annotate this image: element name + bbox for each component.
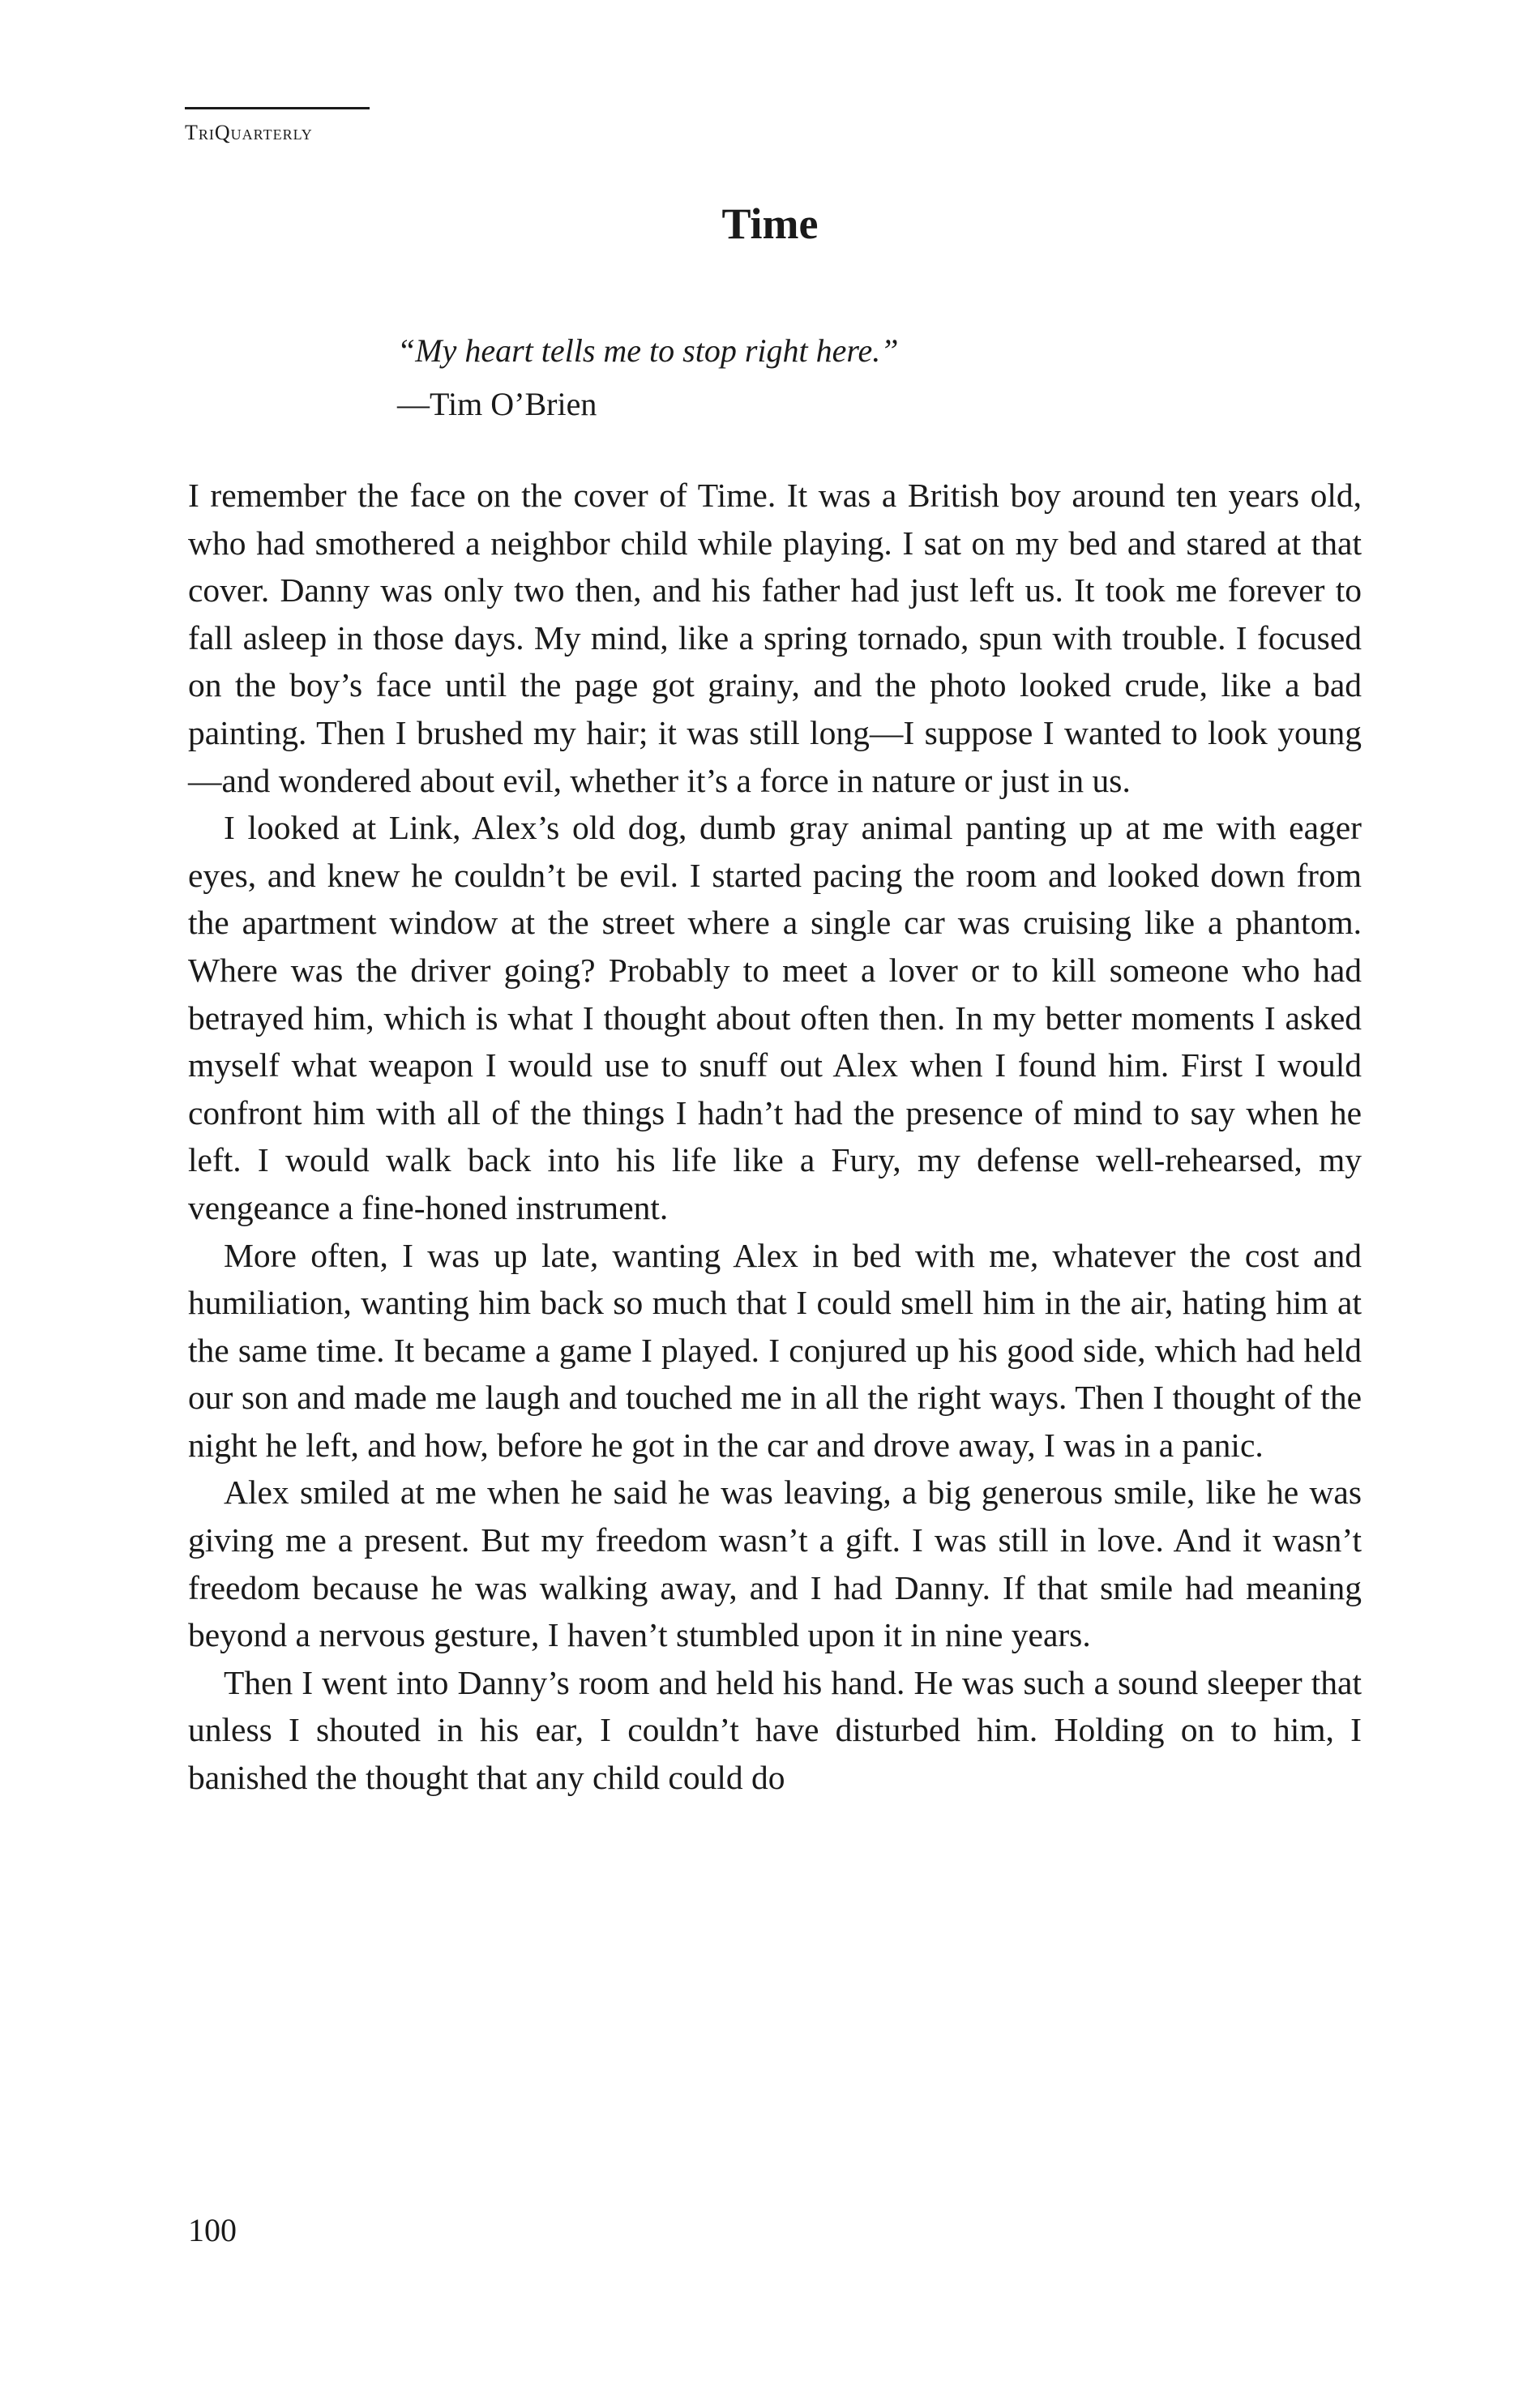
paragraph-2: I looked at Link, Alex’s old dog, dumb gray animal panting up at me with eager eyes, and knew he couldn’t be evil. I started pacing the room and looked down from the apartment window at the street where a single car was cruising like a phantom. Where was the driver going? Probably to meet a lover or to kill someone who had betrayed him, which is what I thought about often then. In my better moments I asked myself what weapon I would use to snuff out Alex when I found him. First I would confront him with all of the things I hadn’t had the presence of mind to say when he left. I would walk back into his life like a Fury, my defense well-rehearsed, my vengeance a fine-honed instrument.	[188, 809, 1362, 1226]
story-title: Time	[721, 199, 819, 248]
running-header: TriQuarterly	[185, 107, 370, 145]
paragraph-1: I remember the face on the cover of Time. It was a British boy around ten years old, who had smothered a neighbor child while playing. I sat on my bed and stared at that cover. Danny was only two then, and his father had just left us. It took me forever to fall asleep in those days. My mind, like a spring tornado, spun with trouble. I focused on the boy’s face until the page got grainy, and the photo looked crude, like a bad painting. Then I brushed my hair; it was still long—I suppose I wanted to look young—and wondered about evil, whether it’s a force in nature or just in us.	[188, 477, 1362, 799]
epigraph-quote: “My heart tells me to stop right here.”	[397, 332, 899, 369]
paragraph-5: Then I went into Danny’s room and held his hand. He was such a sound sleeper that unless I shouted in his ear, I couldn’t have disturbed him. Holding on to him, I banished the thought that any child could do	[188, 1663, 1362, 1797]
epigraph	[397, 324, 1289, 431]
epigraph-attribution: —Tim O’Brien	[397, 386, 597, 422]
story-body	[188, 472, 1362, 1802]
paragraph-4: Alex smiled at me when he said he was leaving, a big generous smile, like he was giving me a present. But my freedom wasn’t a gift. I was still in love. And it wasn’t freedom because he was walking away, and I had Danny. If that smile had meaning beyond a nervous gesture, I haven’t stumbled upon it in nine years.	[188, 1473, 1362, 1654]
page-number: 100	[188, 2212, 237, 2248]
paragraph-3: More often, I was up late, wanting Alex in bed with me, whatever the cost and humiliation, wanting him back so much that I could smell him in the air, hating him at the same time. It became a game I played. I conjured up his good side, which had held our son and made me laugh and touched me in all the right ways. Then I thought of the night he left, and how, before he got in the car and drove away, I was in a panic.	[188, 1236, 1362, 1464]
